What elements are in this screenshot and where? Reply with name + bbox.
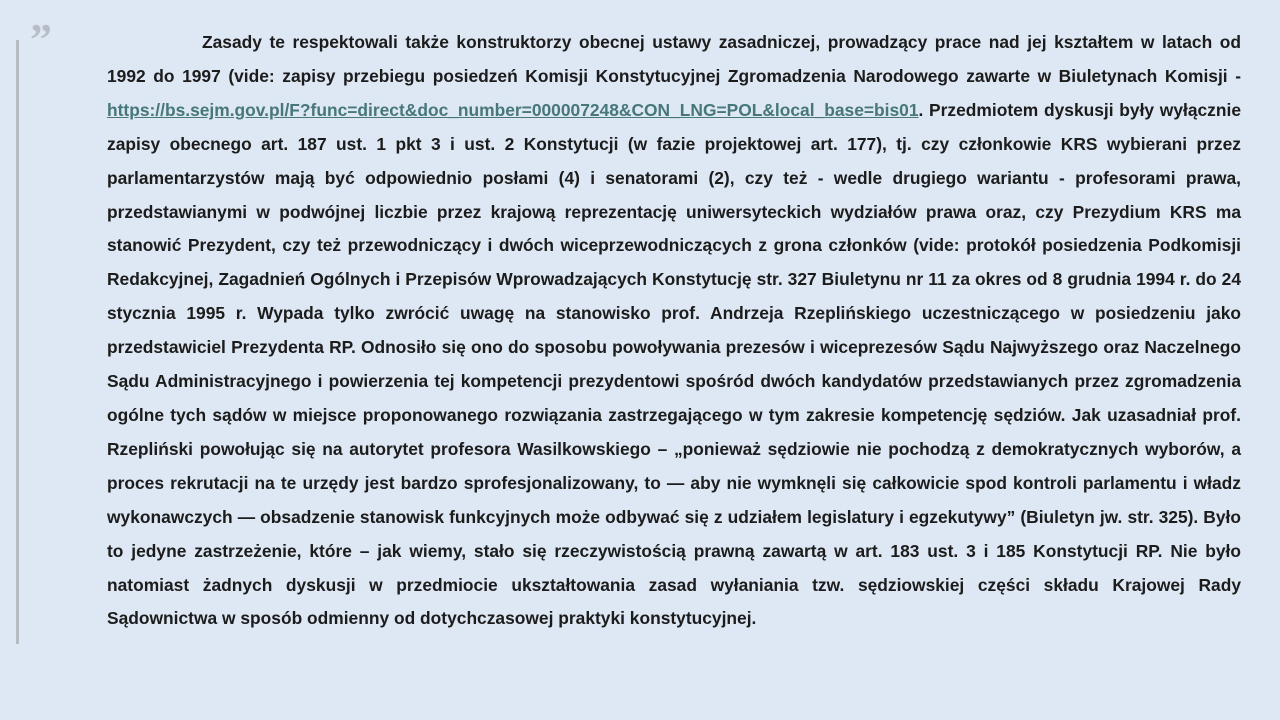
paragraph-text-after-link: . Przedmiotem dyskusji były wyłącznie zapisy obecnego art. 187 ust. 1 pkt 3 i ust. 2 Konstytucji (w fazie projektowej art. 177), tj. czy członkowie KRS wybierani przez parlamentarzystów mają być odpowiednio posłami (4) i senatorami (2), czy też - wedle drugiego wariantu - profesorami prawa, przedstawianymi w podwójnej liczbie przez krajową reprezentację uniwersyteckich wydziałów prawa oraz, czy Prezydium KRS ma stanowić Prezydent, czy też przewodniczący i dwóch wiceprzewodniczących z grona członków (vide: protokół posiedzenia Podkomisji Redakcyjnej, Zagadnień Ogólnych i Przepisów Wprowadzających Konstytucję str. 327 Biuletynu nr 11 za okres od 8 grudnia 1994 r. do 24 stycznia 1995 r. Wypada tylko zwrócić uwagę na stanowisko prof. Andrzeja Rzeplińskiego uczestniczącego w posiedzeniu jako przedstawiciel Prezydenta RP. Odnosiło się ono do sposobu powoływania prezesów i wiceprezesów Sądu Najwyższego oraz Naczelnego Sądu Administracyjnego i powierzenia tej kompetencji prezydentowi spośród dwóch kandydatów przedstawianych przez zgromadzenia ogólne tych sądów w miejsce proponowanego rozwiązania zastrzegającego w tym zakresie kompetencję sędziów. Jak uzasadniał prof. Rzepliński powołując się na autorytet profesora Wasilkowskiego – „ponieważ sędziowie nie pochodzą z demokratycznych wyborów, a proces rekrutacji na te urzędy jest bardzo sprofesjonalizowany, to — aby nie wymknęli się całkowicie spod kontroli parlamentu i władz wykonawczych — obsadzenie stanowisk funkcyjnych może odbywać się z udziałem legislatury i egzekutywy” (Biuletyn jw. str. 325). Było to jedyne zastrzeżenie, które – jak wiemy, stało się rzeczywistością prawną zawartą w art. 183 ust. 3 i 185 Konstytucji RP. Nie było natomiast żadnych dyskusji w przedmiocie ukształtowania zasad wyłaniania tzw. sędziowskiej części składu Krajowej Rady Sądownictwa w sposób odmienny od dotychczasowej praktyki konstytucyjnej. — [107, 99, 1241, 629]
paragraph-text-before-link: Zasady te respektowali także konstruktorzy obecnej ustawy zasadniczej, prowadzący prace nad jej kształtem w latach od 1992 do 1997 (vide: zapisy przebiegu posiedzeń Komisji Konstytucyjnej Zgromadzenia Narodowego zawarte w Biuletynach Komisji - — [107, 32, 1241, 86]
quote-mark-icon: ” — [30, 15, 52, 64]
quote-bar — [16, 40, 19, 644]
quote-paragraph — [107, 26, 1241, 636]
biuletyn-link[interactable]: https://bs.sejm.gov.pl/F?func=direct&doc_number=000007248&CON_LNG=POL&local_base=bis01 — [107, 99, 919, 120]
